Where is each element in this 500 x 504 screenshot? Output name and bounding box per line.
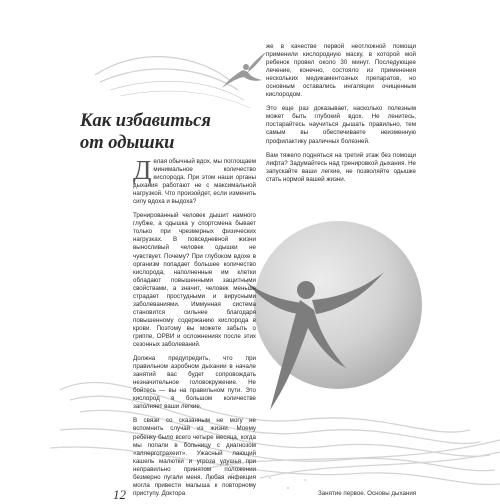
paragraph: Должна предупредить, что при правильном аэробном дыхании в начале занятий вас будет сопровождать незначительное головокружение. Не бойтесь — вы на правильном пути. Это кислород в большом количестве заполняет ваши легкие. xyxy=(133,355,256,411)
paragraph: Вам тяжело подняться на третий этаж без помощи лифта? Задумайтесь над тренировкой дыхания. Не запускайте ваши легкие, не позволяйте одышке стать нормой вашей жизни. xyxy=(266,151,416,183)
paragraph-text: елая обычный вдох, мы поглощаем минимальное количество кислорода. При этом наши органы дыхания работают не с максимальной нагрузкой. Что произойдет, если изменить силу вдоха и выдоха? xyxy=(133,158,256,206)
paragraph: Это еще раз доказывает, насколько полезным может быть глубокий вдох. Не ленитесь, постарайтесь научиться дышать правильно, тем самым вы обеспечиваете неизменную профилактику различных болезней. xyxy=(266,105,416,145)
running-footer: Занятие первое. Основы дыхания xyxy=(318,490,417,497)
right-text-column xyxy=(266,43,416,190)
paragraph xyxy=(133,155,256,206)
top-swirl-ornament xyxy=(95,57,250,108)
top-dancer-figure xyxy=(222,52,266,88)
title-line-1: Как избавиться xyxy=(80,111,211,131)
left-text-column xyxy=(133,155,256,504)
drop-cap: Д xyxy=(133,155,152,185)
paragraph: же в качестве первой неотложной помощи применили кислородную маску, в которой мой ребенок провел около 30 минут. Последующее лечение, конечно, состояло из применения нескольких медикаментозных препаратов, но основным оставались ингаляции очищенным кислородом. xyxy=(266,43,416,99)
page-number: 12 xyxy=(113,487,126,502)
paragraph: В связи со сказанным не могу не вспомнить случай из жизни. Моему ребенку было всего четыре месяца, когда мы попали в больницу с диагнозом «аллерготрахеит». Ужасный лающий кашель малютки и угроза удушья при неправильно принятом положении безмерно пугали меня. Любая инфекция могла привести малыша к повторному приступу. Доктора xyxy=(133,417,256,497)
title-line-2: от одышки xyxy=(80,133,175,153)
page-title xyxy=(80,110,230,154)
paragraph: Тренированный человек дышит намного глубже, а одышка у спортсмена бывает только при чрезмерных физических нагрузках. В повседневной жизни выносливый человек одышки не чувствует. Почему? При глубоком вдохе в организм попадает большее количество кислорода, наполненные им клетки обладают повышенными защитными свойствами, а значит, человек меньше страдает простудными и вирусными заболеваниями. Иммунная система становится сильнее благодаря повышенному содержанию кислорода в крови. Поэтому вы можете забыть о гриппе, ОРВИ и осложнениях после этих сезонных заболеваний. xyxy=(133,212,256,349)
